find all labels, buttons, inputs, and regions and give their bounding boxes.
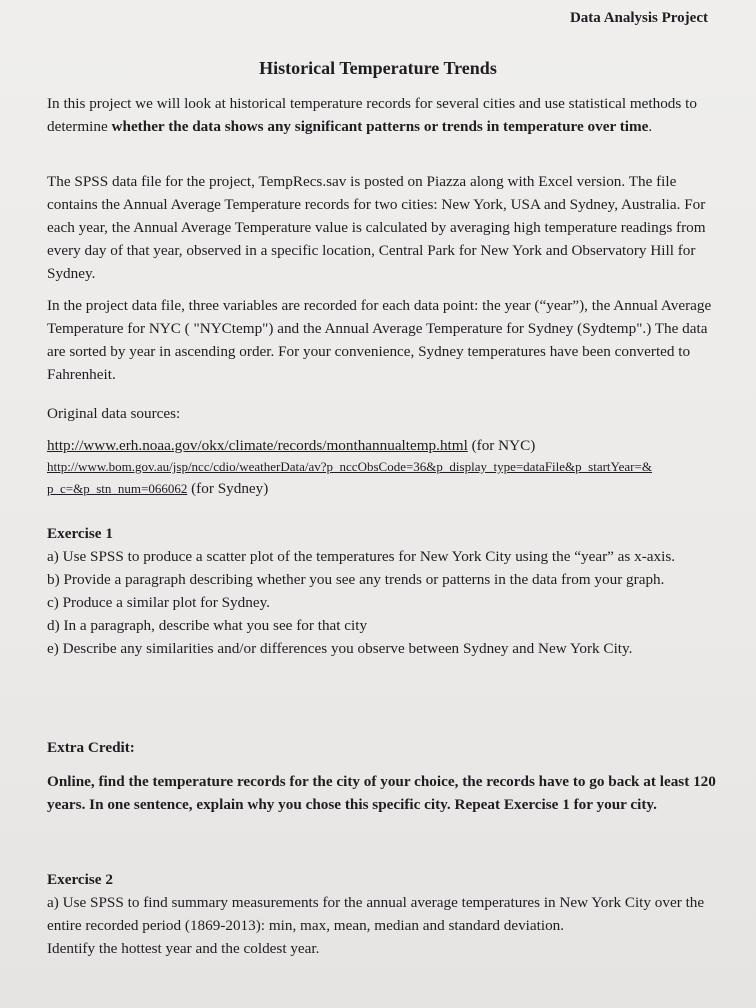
nyc-source-note: (for NYC) [467,437,536,454]
intro-paragraph [47,92,717,138]
nyc-source-link[interactable]: http://www.erh.noaa.gov/okx/climate/records/monthannualtemp.html [47,437,468,454]
sydney-source-link-line2[interactable]: p_c=&p_stn_num=066062 [47,481,188,496]
variables-text: In the project data file, three variables are recorded for each data point: the year (“year”), the Annual Average Temperature for NYC ( "NYCtemp") and the Annual Average Temperature for Sydney (Sydtemp".) The data are sorted by year in ascending order. For your convenience, Sydney temperatures have been converted to Fahrenheit. [47,297,712,383]
exercise2-heading: Exercise 2 [47,871,113,888]
variables-paragraph [47,294,717,386]
data-file-paragraph [47,170,717,285]
page-title: Historical Temperature Trends [259,58,497,78]
exercise1-list [47,545,717,660]
extra-credit-heading: Extra Credit: [47,739,135,756]
sydney-source-link-line1[interactable]: http://www.bom.gov.au/jsp/ncc/cdio/weatherData/av?p_nccObsCode=36&p_display_type=dataFile&p_startYear=& [47,459,652,474]
exercise1-item-c: c) Produce a similar plot for Sydney. [47,594,270,611]
exercise1-item-e: e) Describe any similarities and/or differences you observe between Sydney and New York City. [47,640,633,657]
exercise2-item-b: Identify the hottest year and the coldest year. [47,940,320,957]
exercise1-heading: Exercise 1 [47,525,113,542]
project-label: Data Analysis Project [569,10,708,26]
data-file-text: The SPSS data file for the project, TempRecs.sav is posted on Piazza along with Excel version. The file contains the Annual Average Temperature records for two cities: New York, USA and Sydney, Australia. For each year, the Annual Average Temperature value is calculated by averaging high temperature readings from every day of that year, observed in a specific location, Central Park for New York and Observatory Hill for Sydney. [47,173,706,282]
sources-heading: Original data sources: [47,405,181,422]
intro-tail: . [648,118,653,135]
intro-lead: In this project we will look at historical temperature records for several cities and use statistical methods to determine [47,95,697,135]
exercise1-item-a: a) Use SPSS to produce a scatter plot of the temperatures for New York City using the “year” as x-axis. [47,548,676,565]
exercise1-item-b: b) Provide a paragraph describing whether you see any trends or patterns in the data from your graph. [47,571,665,588]
exercise2-item-a: a) Use SPSS to find summary measurements for the annual average temperatures in New York City over the entire recorded period (1869-2013): min, max, mean, median and standard deviation. [47,894,705,934]
exercise1-item-d: d) In a paragraph, describe what you see for that city [47,617,368,634]
exercise1-section [47,522,717,660]
intro-bold: whether the data shows any significant patterns or trends in temperature over time [111,118,649,135]
sydney-source-note: (for Sydney) [187,480,269,497]
exercise2-section [47,868,717,960]
sources-list [47,434,717,500]
extra-credit-body: Online, find the temperature records for the city of your choice, the records have to go back at least 120 years. In one sentence, explain why you chose this specific city. Repeat Exercise 1 for your city. [47,773,716,813]
